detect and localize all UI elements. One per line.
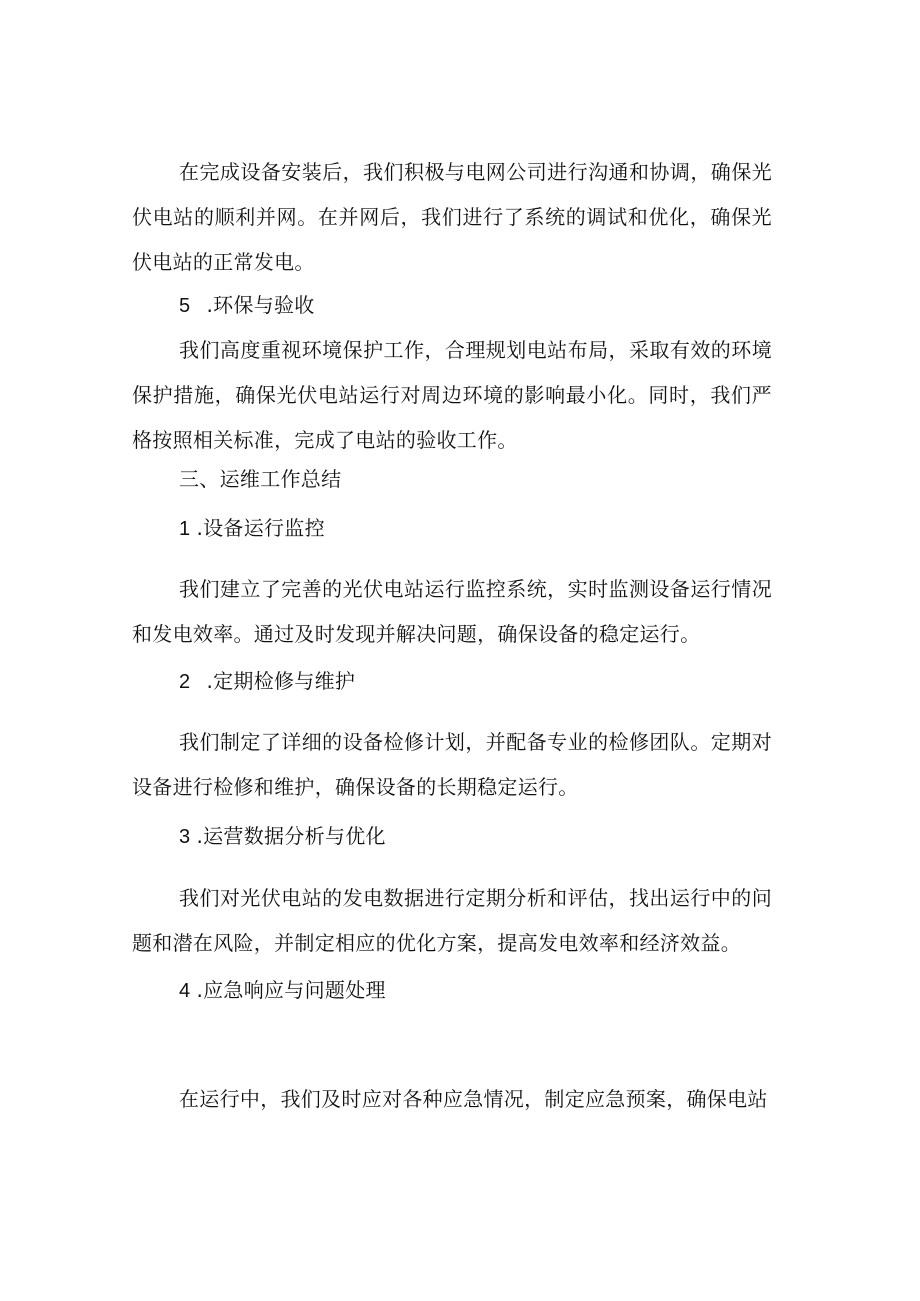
heading-data-analysis (179, 814, 386, 860)
heading-equipment-monitoring (179, 506, 325, 552)
heading-environment-acceptance (179, 283, 315, 329)
heading-number: 3 (179, 826, 191, 848)
paragraph-grid-connection: 在完成设备安装后，我们积极与电网公司进行沟通和协调，确保光伏电站的顺利并网。在并网后，我们进行了系统的调试和优化，确保光伏电站的正常发电。 (132, 160, 772, 274)
heading-text: .应急响应与问题处理 (196, 978, 386, 1002)
heading-text: .设备运行监控 (196, 516, 325, 540)
heading-number: 1 (179, 518, 191, 540)
heading-om-summary: 三、运维工作总结 (179, 467, 342, 491)
paragraph-emergency-handling: 在运行中，我们及时应对各种应急情况，制定应急预案，确保电站 (179, 1087, 768, 1111)
paragraph-data-analysis: 我们对光伏电站的发电数据进行定期分析和评估，找出运行中的问题和潜在风险，并制定相应的优化方案，提高发电效率和经济效益。 (132, 886, 772, 955)
heading-text: .环保与验收 (206, 293, 315, 317)
paragraph-maintenance-plan: 我们制定了详细的设备检修计划，并配备专业的检修团队。定期对设备进行检修和维护，确保设备的长期稳定运行。 (132, 730, 772, 799)
heading-maintenance (179, 659, 355, 705)
heading-text: .运营数据分析与优化 (196, 824, 386, 848)
heading-number: 4 (179, 980, 191, 1002)
heading-number: 5 (179, 295, 191, 317)
paragraph-environment-protection: 我们高度重视环境保护工作，合理规划电站布局，采取有效的环境保护措施，确保光伏电站运行对周边环境的影响最小化。同时，我们严格按照相关标准，完成了电站的验收工作。 (132, 338, 772, 452)
heading-number: 2 (179, 671, 191, 693)
heading-emergency-response (179, 968, 386, 1014)
paragraph-monitoring-system: 我们建立了完善的光伏电站运行监控系统，实时监测设备运行情况和发电效率。通过及时发现并解决问题，确保设备的稳定运行。 (132, 577, 772, 646)
heading-text: .定期检修与维护 (206, 669, 356, 693)
